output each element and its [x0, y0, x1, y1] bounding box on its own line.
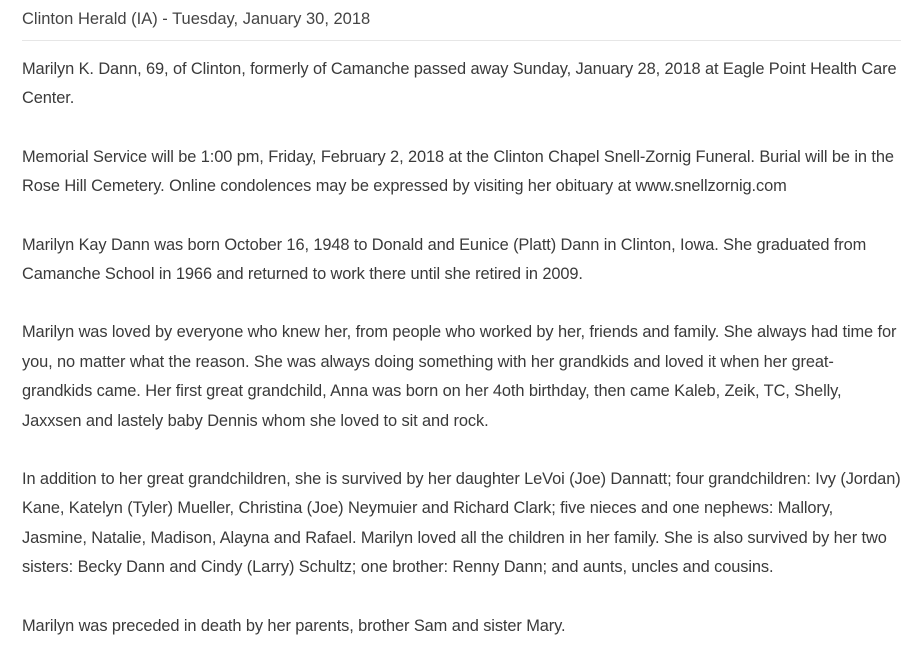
publication-source-line: Clinton Herald (IA) - Tuesday, January 30, 2018 — [22, 10, 371, 28]
obituary-paragraph-biography: Marilyn Kay Dann was born October 16, 1948 to Donald and Eunice (Platt) Dann in Clinton, Iowa. She graduated from Camanche School in 1966 and returned to work there until she retired in 2009. — [22, 235, 867, 284]
obituary-paragraph-death-notice: Marilyn K. Dann, 69, of Clinton, formerly of Camanche passed away Sunday, January 28, 2018 at Eagle Point Health Care Center. — [22, 60, 897, 108]
obituary-paragraph-remembrance: Marilyn was loved by everyone who knew her, from people who worked by her, friends and family. She always had time for you, no matter what the reason. She was always doing something with her grandkids and loved it when her great-grandkids came. Her first great grandchild, Anna was born on her 4oth birthday, then came Kaleb, Zeik, TC, Shelly, Jaxxsen and lastely baby Dennis whom she loved to sit and rock. — [22, 323, 897, 430]
obituary-body — [22, 55, 902, 670]
obituary-paragraph-preceded-in-death: Marilyn was preceded in death by her parents, brother Sam and sister Mary. — [22, 616, 566, 635]
obituary-paragraph-service-details: Memorial Service will be 1:00 pm, Friday, February 2, 2018 at the Clinton Chapel Snell-Zornig Funeral. Burial will be in the Rose Hill Cemetery. Online condolences may be expressed by visiting her obituary at www.snellzornig.com — [22, 147, 894, 196]
obituary-paragraph-survivors: In addition to her great grandchildren, she is survived by her daughter LeVoi (Joe) Dannatt; four grandchildren: Ivy (Jordan) Kane, Katelyn (Tyler) Mueller, Christina (Joe) Neymuier and Richard Clark; five nieces and one nephews: Mallory, Jasmine, Natalie, Madison, Alayna and Rafael. Marilyn loved all the children in her family. She is also survived by her two sisters: Becky Dann and Cindy (Larry) Schultz; one brother: Renny Dann; and aunts, uncles and cousins. — [22, 470, 901, 577]
header-divider — [22, 40, 901, 41]
